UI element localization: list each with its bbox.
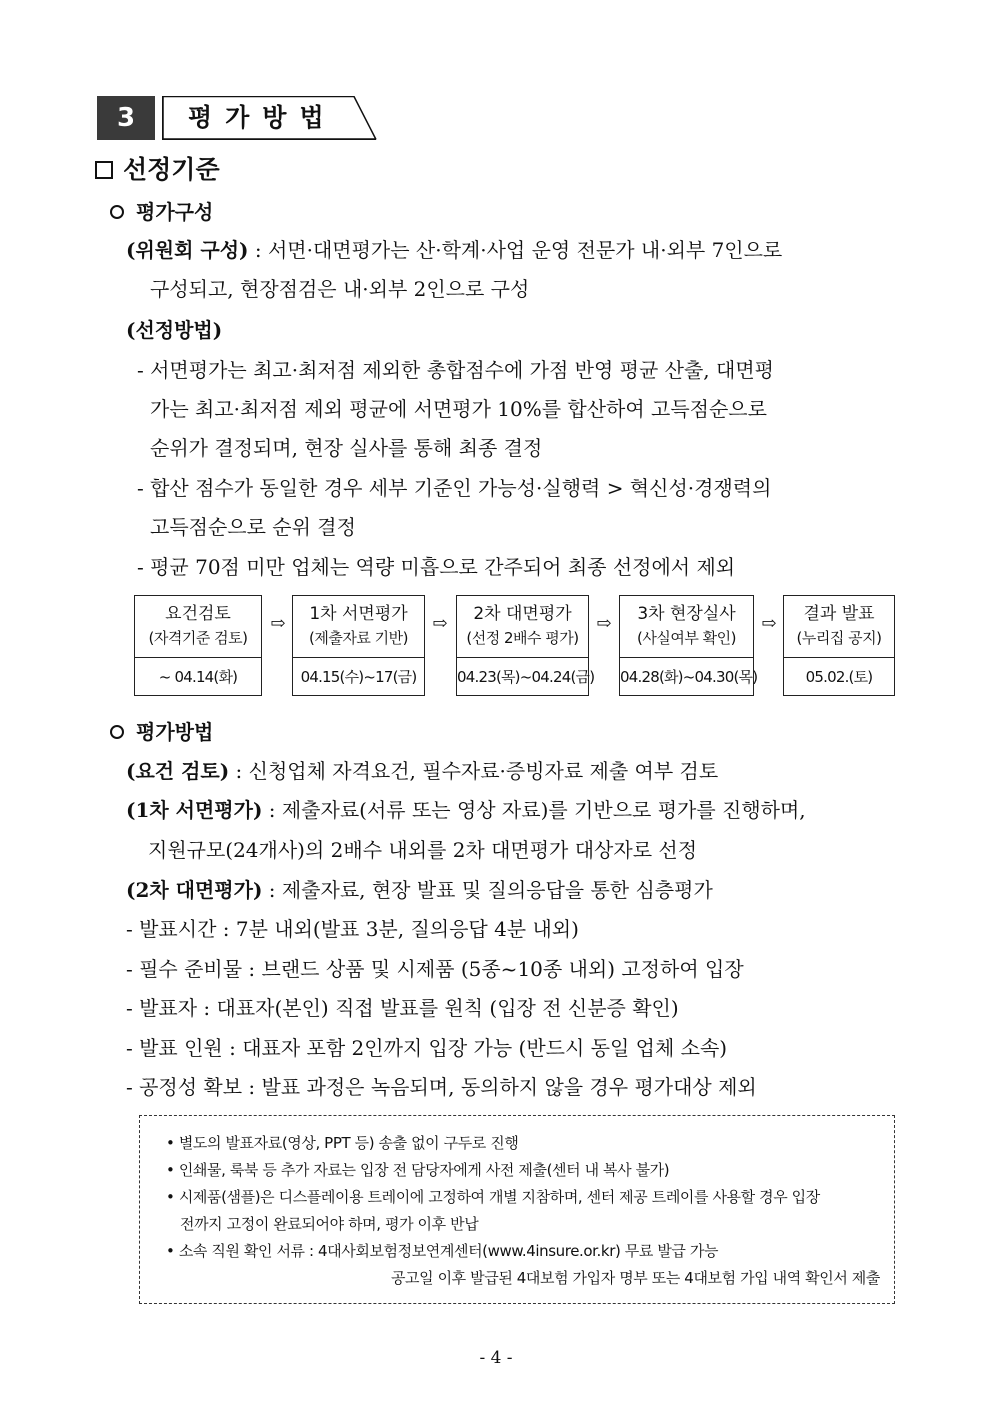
note-item: • 시제품(샘플)은 디스플레이용 트레이에 고정하여 개별 지참하며, 센터 제공 트레이를 사용할 경우 입장 [166,1188,820,1206]
note-item: • 인쇄물, 룩북 등 추가 자료는 입장 전 담당자에게 사전 제출(센터 내 복사 불가) [166,1161,670,1179]
composition-heading: 평가구성 [110,196,213,225]
requirement-line: (요건 검토) : 신청업체 자격요건, 필수자료·증빙자료 제출 여부 검토 [126,759,719,783]
flow-stage-1: 요건검토 (자격기준 검토) ~ 04.14(화) [134,595,262,696]
flow-arrow-icon: ⇨ [761,613,777,634]
detail-item: - 발표시간 : 7분 내외(발표 3분, 질의응답 4분 내외) [126,917,579,941]
criteria-title: 선정기준 [123,155,220,184]
method-line-5: 고득점순으로 순위 결정 [150,515,356,539]
flow-stage-5: 결과 발표 (누리집 공지) 05.02.(토) [783,595,895,696]
circle-bullet-icon [110,205,124,219]
section-title-box [162,96,382,140]
notes-box [139,1115,895,1304]
note-item: 전까지 고정이 완료되어야 하며, 평가 이후 반납 [180,1215,479,1233]
note-item: • 소속 직원 확인 서류 : 4대사회보험정보연계센터(www.4insure.or.kr) 무료 발급 가능 [166,1242,719,1260]
page-number: - 4 - [479,1348,513,1368]
first-eval-line-2: 지원규모(24개사)의 2배수 내외를 2차 대면평가 대상자로 선정 [148,838,698,862]
flow-arrow-icon: ⇨ [596,613,612,634]
flow-stage-2: 1차 서면평가 (제출자료 기반) 04.15(수)~17(금) [292,595,425,696]
flow-arrow-icon: ⇨ [270,613,286,634]
section-number: 3 [97,96,155,140]
detail-item: - 공정성 확보 : 발표 과정은 녹음되며, 동의하지 않을 경우 평가대상 제외 [126,1075,757,1099]
section-title: 평가방법 [188,103,337,132]
criteria-heading [95,150,220,186]
detail-item: - 발표자 : 대표자(본인) 직접 발표를 원칙 (입장 전 신분증 확인) [126,996,679,1020]
flow-stage-3: 2차 대면평가 (선정 2배수 평가) 04.23(목)~04.24(금) [456,595,589,696]
method-line-2: 가는 최고·최저점 제외 평균에 서면평가 10%를 합산하여 고득점순으로 [150,397,767,421]
composition-line-1: (위원회 구성) : 서면·대면평가는 산·학계·사업 운영 전문가 내·외부 7인으로 [126,238,783,262]
composition-line-2: 구성되고, 현장점검은 내·외부 2인으로 구성 [150,277,530,301]
flow-arrow-icon: ⇨ [432,613,448,634]
first-eval-line-1: (1차 서면평가) : 제출자료(서류 또는 영상 자료)를 기반으로 평가를 진행하며, [126,798,806,822]
method-line-6: - 평균 70점 미만 업체는 역량 미흡으로 간주되어 최종 선정에서 제외 [137,555,736,579]
method-label: (선정방법) [126,318,223,342]
circle-bullet-icon [110,725,124,739]
method-line-1: - 서면평가는 최고·최저점 제외한 총합점수에 가점 반영 평균 산출, 대면평 [137,358,774,382]
method-line-3: 순위가 결정되며, 현장 실사를 통해 최종 결정 [150,436,543,460]
note-item: 공고일 이후 발급된 4대보험 가입자 명부 또는 4대보험 가입 내역 확인서 제출 [390,1269,880,1287]
method-line-4: - 합산 점수가 동일한 경우 세부 기준인 가능성·실행력 > 혁신성·경쟁력의 [137,476,772,500]
detail-item: - 발표 인원 : 대표자 포함 2인까지 입장 가능 (반드시 동일 업체 소속) [126,1036,728,1060]
flow-stage-4: 3차 현장실사 (사실여부 확인) 04.28(화)~04.30(목) [619,595,754,696]
detail-item: - 필수 준비물 : 브랜드 상품 및 시제품 (5종~10종 내외) 고정하여 입장 [126,957,744,981]
evaluation-heading: 평가방법 [110,716,213,745]
second-eval-line: (2차 대면평가) : 제출자료, 현장 발표 및 질의응답을 통한 심층평가 [126,878,713,902]
checkbox-square-icon [95,161,113,179]
note-item: • 별도의 발표자료(영상, PPT 등) 송출 없이 구두로 진행 [166,1134,519,1152]
